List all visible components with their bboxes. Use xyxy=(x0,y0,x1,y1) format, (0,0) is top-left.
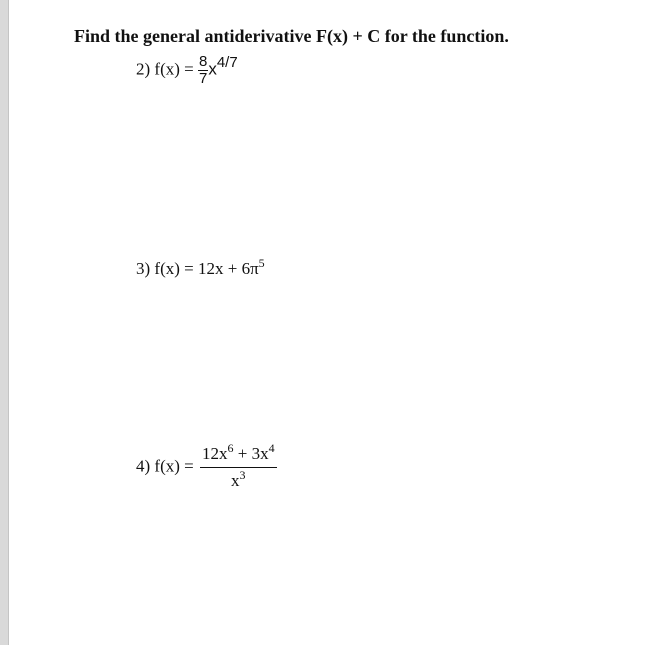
problem-3 xyxy=(136,256,265,279)
problem-4-term-b-exponent: 4 xyxy=(268,441,275,455)
problem-2-denominator: 7 xyxy=(198,70,208,87)
problem-4-term-b: + 3x xyxy=(233,444,269,463)
problem-2 xyxy=(136,54,238,87)
problem-2-variable: x xyxy=(208,59,217,79)
problem-4-den-exponent: 3 xyxy=(239,468,246,482)
page-edge-divider xyxy=(8,0,9,645)
problem-4-numerator xyxy=(200,441,277,468)
problem-4-term-a-exponent: 6 xyxy=(227,441,234,455)
problem-4-fraction xyxy=(200,441,277,491)
problem-3-expression: 3) f(x) = 12x + 6π xyxy=(136,259,259,278)
problem-4-term-a: 12x xyxy=(201,444,228,463)
problem-4-den-base: x xyxy=(231,471,240,490)
problem-2-fraction xyxy=(198,54,208,87)
instructions-heading: Find the general antiderivative F(x) + C for the function. xyxy=(74,26,509,46)
problem-2-numerator: 8 xyxy=(198,53,208,70)
problem-4-denominator xyxy=(200,468,277,491)
problem-2-exponent: 4/7 xyxy=(216,54,238,72)
problem-2-label: 2) f(x) = xyxy=(136,59,194,79)
problem-3-exponent: 5 xyxy=(258,256,265,270)
page-left-margin xyxy=(0,0,8,645)
problem-4-label: 4) f(x) = xyxy=(136,456,194,476)
problem-4 xyxy=(136,441,277,491)
